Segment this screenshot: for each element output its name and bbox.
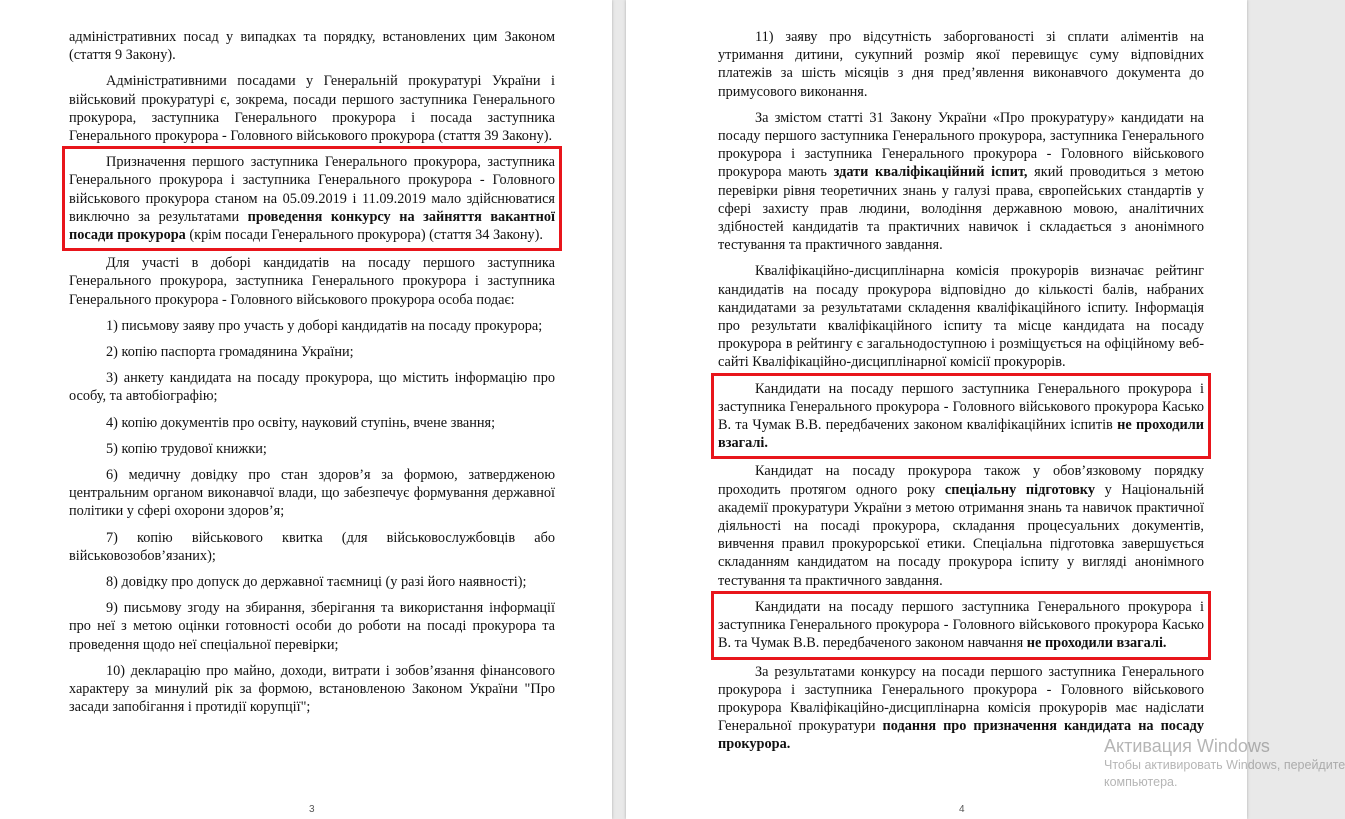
text-run: Кандидат на посаду прокурора також у обов’язковому порядку проходить протягом одного року	[718, 463, 1204, 498]
list-item: 3) анкету кандидата на посаду прокурора, що містить інформацію про особу, та автобіографію;	[69, 370, 555, 405]
text-run: За результатами конкурсу на посади першого заступника Генерального прокурора і заступника Генерального прокурора - Головного військового прокурора Кваліфікаційно-дисциплінарна комісія прокурорів має надіслати Генеральної прокуратури	[718, 663, 1204, 735]
bold-text: не проходили взагалі.	[1026, 635, 1167, 652]
list-item: 6) медичну довідку про стан здоров’я за формою, затвердженою центральним органом виконавчої влади, що забезпечує формування державної політики у сфері охорони здоров’я;	[69, 467, 555, 520]
text-run: у Національній академії прокуратури України з метою отримання знань та навичок практичної діяльності на посаді прокурора, складання процесуальних документів, вивчення правил прокурорської етики. Спеціальна підготовка завершується складанням кандидатом на посаду прокурора іспиту у вигляді анонімного тестування та практичного завдання.	[718, 481, 1204, 589]
bold-text: спеціальну підготовку	[944, 481, 1095, 498]
list-item: 8) довідку про допуск до державної таємниці (у разі його наявності);	[106, 574, 527, 591]
page-3-content	[69, 28, 555, 725]
text-run: Призначення першого заступника Генерального прокурора, заступника Генерального прокурора і заступника Генерального прокурора - Головного військового прокурора станом на 05.09.2019 і 11.09.2019 мало здійснюватися виключно за результатами	[69, 154, 555, 225]
paragraph: Адміністративними посадами у Генеральній прокуратурі України і військовий прокуратурі є, зокрема, посади першого заступника Генерального прокурора, заступника Генерального прокурора і посада заступника Генерального прокурора - Головного військового прокурора (стаття 39 Закону).	[69, 73, 555, 145]
list-item: 9) письмову згоду на збирання, зберігання та використання інформації про неї з метою оцінки готовності особи до роботи на посаді прокурора та проведення щодо неї спеціальної перевірки;	[69, 600, 555, 653]
watermark-line: Чтобы активировать Windows, перейдите	[1104, 758, 1345, 772]
list-item: 11) заяву про відсутність заборгованості зі сплати аліментів на утримання дитини, сукупний розмір якої перевищує суму відповідних платежів за шість місяців з дня пред’явлення виконавчого документа до примусового виконання.	[718, 29, 1204, 100]
list-item: 4) копію документів про освіту, науковий ступінь, вчене звання;	[106, 414, 496, 431]
document-page-4	[626, 0, 1247, 819]
bold-text: подання про призначення кандидата на посаду прокурора.	[718, 718, 1204, 753]
highlighted-paragraph-exams	[718, 380, 1204, 453]
paragraph: адміністративних посад у випадках та порядку, встановлених цим Законом (стаття 9 Закону).	[69, 29, 555, 64]
paragraph	[718, 462, 1204, 589]
document-page-3	[0, 0, 612, 819]
paragraph	[718, 109, 1204, 255]
list-item: 2) копію паспорта громадянина України;	[106, 344, 354, 361]
paragraph: Кваліфікаційно-дисциплінарна комісія прокурорів визначає рейтинг кандидатів на посаду прокурора відповідно до кількості балів, набраних кандидатами за результатами складення кваліфікаційного іспиту. Інформація про результати кваліфікаційного іспиту та місце кандидата на посаду прокурора в рейтингу є загальнодоступною і розміщується на офіційному веб-сайті Кваліфікаційно-дисциплінарної комісії прокурорів.	[718, 263, 1204, 371]
watermark-title: Активация Windows	[1104, 736, 1270, 756]
text-run: (крім посади Генерального прокурора) (стаття 34 Закону).	[185, 227, 544, 244]
watermark-line: компьютера.	[1104, 775, 1178, 789]
list-item: 1) письмову заяву про участь у доборі кандидатів на посаду прокурора;	[106, 317, 543, 334]
text-run: Кандидати на посаду першого заступника Генерального прокурора і заступника Генерального прокурора - Головного військового прокурора Касько В. та Чумак В.В. передбачених законом кваліфікаційних іспитів	[718, 380, 1204, 434]
list-item: 10) декларацію про майно, доходи, витрати і зобов’язання фінансового характеру за минулий рік за формою, встановленою Законом України "Про засади запобігання і протидії корупції";	[69, 662, 555, 716]
paragraph	[718, 663, 1204, 754]
paragraph: Для участі в доборі кандидатів на посаду першого заступника Генерального прокурора, заступника Генерального прокурора і заступника Генерального прокурора - Головного військового прокурора особа подає:	[69, 255, 555, 308]
list-item: 5) копію трудової книжки;	[106, 440, 267, 457]
list-item: 7) копію військового квитка (для військовослужбовців або військовозобов’язаних);	[69, 529, 555, 564]
bold-text: здати кваліфікаційний іспит,	[833, 164, 1028, 181]
page-number: 4	[959, 804, 965, 815]
text-run: який проводиться з метою перевірки рівня теоретичних знань у галузі права, європейських стандартів у сфері захисту прав людини, володіння державною мовою, аналітичних здібностей кандидатів та практичних навичок і складається з анонімного тестування та практичного завдання.	[718, 164, 1204, 254]
page-4-content	[718, 28, 1204, 762]
bold-text: проведення конкурсу на зайняття вакантної посади прокурора	[69, 208, 555, 244]
highlighted-paragraph-competition	[69, 153, 555, 244]
highlighted-paragraph-training	[718, 598, 1204, 653]
bold-text: не проходили взагалі.	[718, 417, 1204, 452]
page-number: 3	[309, 804, 315, 815]
text-run: Кандидати на посаду першого заступника Генерального прокурора і заступника Генерального прокурора - Головного військового прокурора Касько В. та Чумак В.В. передбаченого законом навчання	[718, 598, 1204, 652]
text-run: За змістом статті 31 Закону України «Про прокуратуру» кандидати на посаду першого заступника Генерального прокурора, заступника Генерального прокурора і заступника Генерального прокурора - Головного військового прокурора мають	[718, 109, 1204, 181]
